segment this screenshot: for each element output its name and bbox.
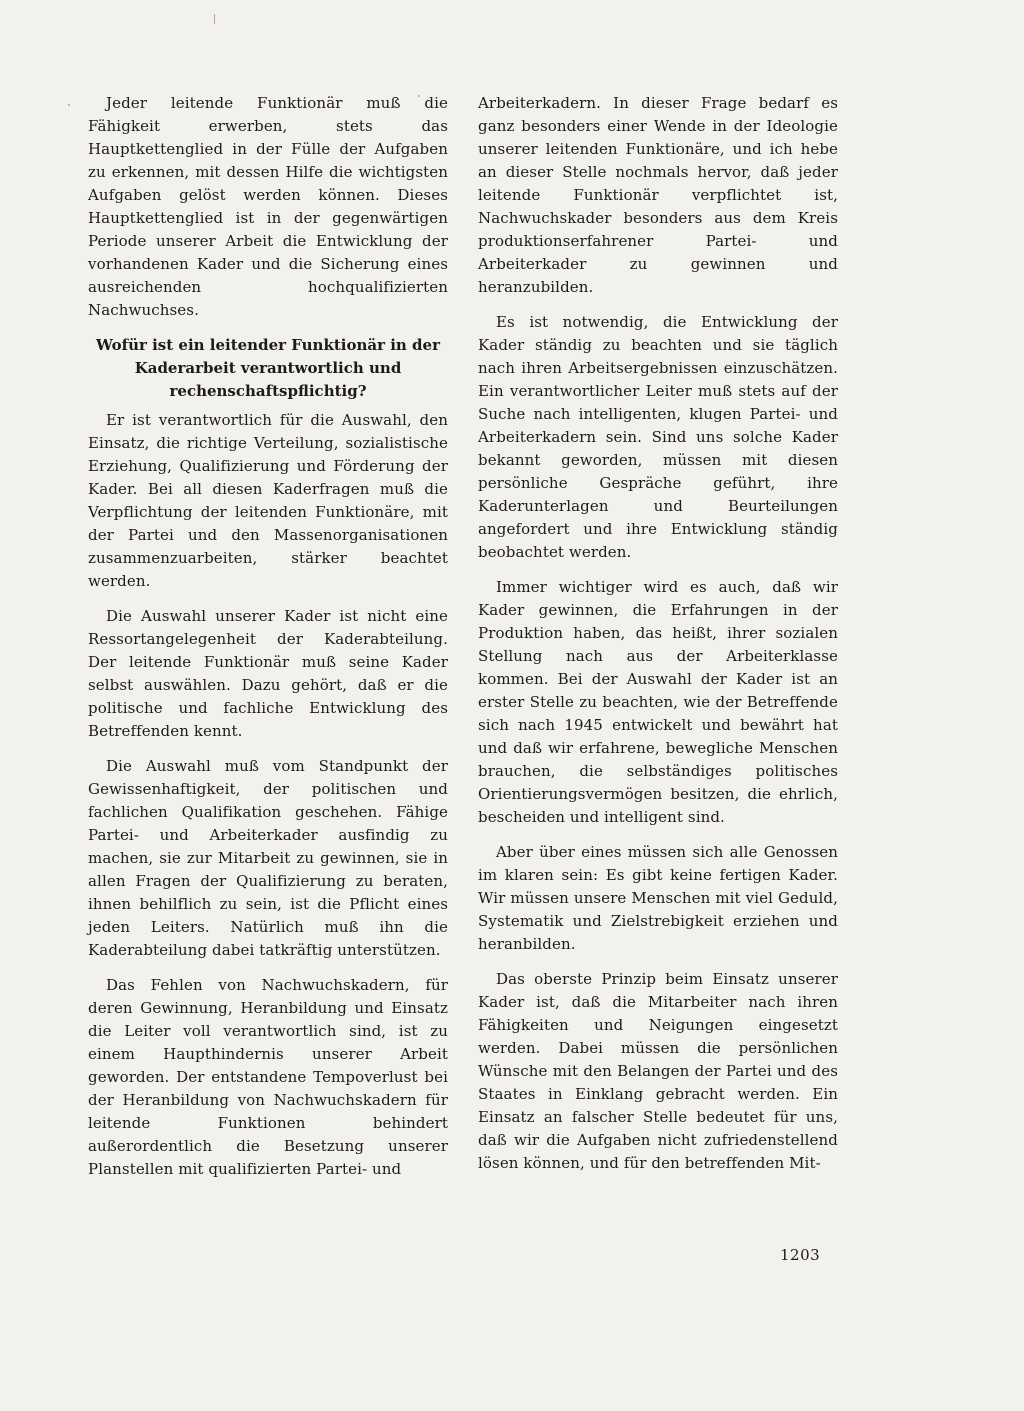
paragraph: Er ist verantwortlich für die Auswahl, den Einsatz, die richtige Verteilung, sozialistische Erziehung, Qualifizierung und Förderung der Kader. Bei all diesen Kaderfragen muß die Verpflichtung der leitenden Funktionäre, mit der Partei und den Massenorganisationen zusammenzuarbeiten, stärker beachtet werden. xyxy=(88,411,448,590)
scan-speck xyxy=(68,104,70,106)
paragraph: Das Fehlen von Nachwuchskadern, für deren Gewinnung, Heranbildung und Einsatz die Leiter voll verantwortlich sind, ist zu einem Haupthindernis unserer Arbeit geworden. Der entstandene Tempoverlust bei der Heranbildung von Nachwuchskadern für leitende Funktionen behindert außerordentlich die Besetzung unserer Planstellen mit qualifizierten Partei- und xyxy=(88,976,448,1178)
paragraph: Die Auswahl unserer Kader ist nicht eine Ressortangelegenheit der Kaderabteilung. Der leitende Funktionär muß seine Kader selbst auswählen. Dazu gehört, daß er die politische und fachliche Entwicklung des Betreffenden kennt. xyxy=(88,607,448,740)
paragraph: Jeder leitende Funktionär muß die Fähigkeit erwerben, stets das Hauptkettenglied in der Fülle der Aufgaben zu erkennen, mit dessen Hilfe die wichtigsten Aufgaben gelöst werden können. Dieses Hauptkettenglied ist in der gegenwärtigen Periode unserer Arbeit die Entwicklung der vorhandenen Kader und die Sicherung eines ausreichenden hochqualifizierten Nachwuchses. xyxy=(88,94,448,319)
right-text-column xyxy=(478,92,838,1187)
page-number: 1203 xyxy=(780,1246,821,1264)
scan-speck xyxy=(214,14,215,24)
paragraph: Das oberste Prinzip beim Einsatz unserer Kader ist, daß die Mitarbeiter nach ihren Fähigkeiten und Neigungen eingesetzt werden. Dabei müssen die persönlichen Wünsche mit den Belangen der Partei und des Staates in Einklang gebracht werden. Ein Einsatz an falscher Stelle bedeutet für uns, daß wir die Aufgaben nicht zufriedenstellend lösen können, und für den betreffenden Mit- xyxy=(478,970,838,1172)
paragraph: Immer wichtiger wird es auch, daß wir Kader gewinnen, die Erfahrungen in der Produktion haben, das heißt, ihrer sozialen Stellung nach aus der Arbeiterklasse kommen. Bei der Auswahl der Kader ist an erster Stelle zu beachten, wie der Betreffende sich nach 1945 entwickelt und bewährt hat und daß wir erfahrene, bewegliche Menschen brauchen, die selbständiges politisches Orientierungsvermögen besitzen, die ehrlich, bescheiden und intelligent sind. xyxy=(478,578,838,826)
paragraph: Die Auswahl muß vom Standpunkt der Gewissenhaftigkeit, der politischen und fachlichen Qualifikation geschehen. Fähige Partei- und Arbeiterkader ausfindig zu machen, sie zur Mitarbeit zu gewinnen, sie in allen Fragen der Qualifizierung zu beraten, ihnen behilflich zu sein, ist die Pflicht eines jeden Leiters. Natürlich muß ihn die Kaderabteilung dabei tatkräftig unterstützen. xyxy=(88,757,448,959)
left-text-column xyxy=(88,92,448,1193)
paragraph: Aber über eines müssen sich alle Genossen im klaren sein: Es gibt keine fertigen Kader. Wir müssen unsere Menschen mit viel Geduld, Systematik und Zielstrebigkeit erziehen und heranbilden. xyxy=(478,843,838,953)
paragraph: Arbeiterkadern. In dieser Frage bedarf es ganz besonders einer Wende in der Ideologie unserer leitenden Funktionäre, und ich hebe an dieser Stelle nochmals hervor, daß jeder leitende Funktionär verpflichtet ist, Nachwuchskader besonders aus dem Kreis produktionserfahrener Partei- und Arbeiterkader zu gewinnen und heranzubilden. xyxy=(478,94,838,296)
paragraph: Es ist notwendig, die Entwicklung der Kader ständig zu beachten und sie täglich nach ihren Arbeitsergebnissen einzuschätzen. Ein verantwortlicher Leiter muß stets auf der Suche nach intelligenten, klugen Partei- und Arbeiterkadern sein. Sind uns solche Kader bekannt geworden, müssen mit diesen persönliche Gespräche geführt, ihre Kaderunterlagen und Beurteilungen angefordert und ihre Entwicklung ständig beobachtet werden. xyxy=(478,313,838,561)
section-heading: Wofür ist ein leitender Funktionär in der Kaderarbeit verantwortlich und rechenschaftspflichtig? xyxy=(96,336,440,400)
